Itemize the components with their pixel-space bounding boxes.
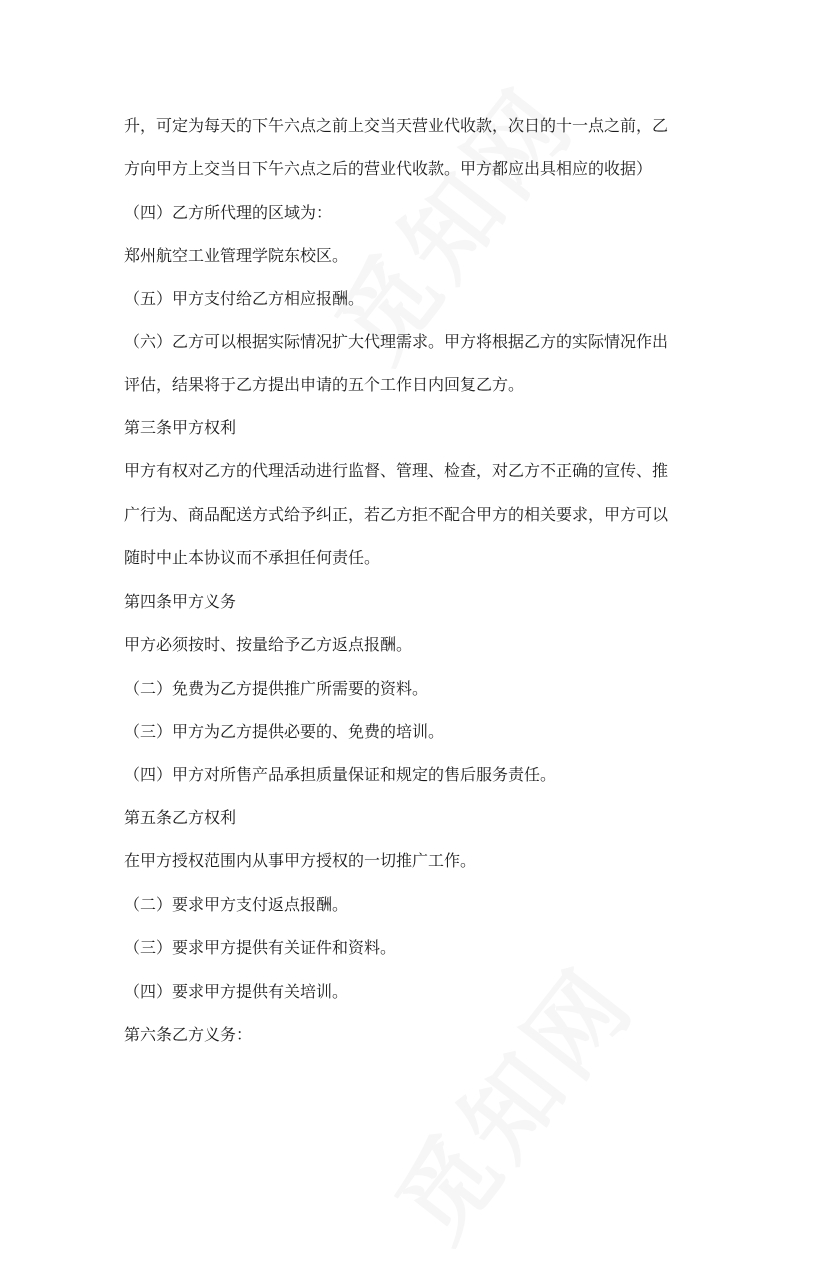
- text-line: （五）甲方支付给乙方相应报酬。: [124, 289, 365, 308]
- text-line: （二）要求甲方支付返点报酬。: [124, 895, 349, 914]
- text-line: （三）要求甲方提供有关证件和资料。: [124, 938, 397, 957]
- text-line: 方向甲方上交当日下午六点之后的营业代收款。甲方都应出具相应的收据）: [124, 159, 653, 178]
- text-line: （四）甲方对所售产品承担质量保证和规定的售后服务责任。: [124, 765, 557, 784]
- text-line: （二）免费为乙方提供推广所需要的资料。: [124, 679, 429, 698]
- section-heading: 第三条甲方权利: [124, 418, 237, 437]
- text-line: 郑州航空工业管理学院东校区。: [124, 246, 349, 265]
- section-heading: 第五条乙方权利: [124, 808, 237, 827]
- text-line: 广行为、商品配送方式给予纠正，若乙方拒不配合甲方的相关要求，甲方可以: [124, 505, 669, 524]
- text-line: 甲方必须按时、按量给予乙方返点报酬。: [124, 635, 413, 654]
- text-line: （四）要求甲方提供有关培训。: [124, 982, 349, 1001]
- text-line: 甲方有权对乙方的代理活动进行监督、管理、检查，对乙方不正确的宣传、推: [124, 461, 669, 480]
- text-line: 评估，结果将于乙方提出申请的五个工作日内回复乙方。: [124, 375, 525, 394]
- text-line: （三）甲方为乙方提供必要的、免费的培训。: [124, 722, 445, 741]
- text-line: （四）乙方所代理的区域为：: [124, 203, 333, 222]
- section-heading: 第六条乙方义务：: [124, 1025, 253, 1044]
- text-line: （六）乙方可以根据实际情况扩大代理需求。甲方将根据乙方的实际情况作出: [124, 332, 669, 351]
- text-line: 在甲方授权范围内从事甲方授权的一切推广工作。: [124, 851, 477, 870]
- text-line: 随时中止本协议而不承担任何责任。: [124, 548, 381, 567]
- section-heading: 第四条甲方义务: [124, 592, 237, 611]
- text-line: 升，可定为每天的下午六点之前上交当天营业代收款，次日的十一点之前，乙: [124, 116, 669, 135]
